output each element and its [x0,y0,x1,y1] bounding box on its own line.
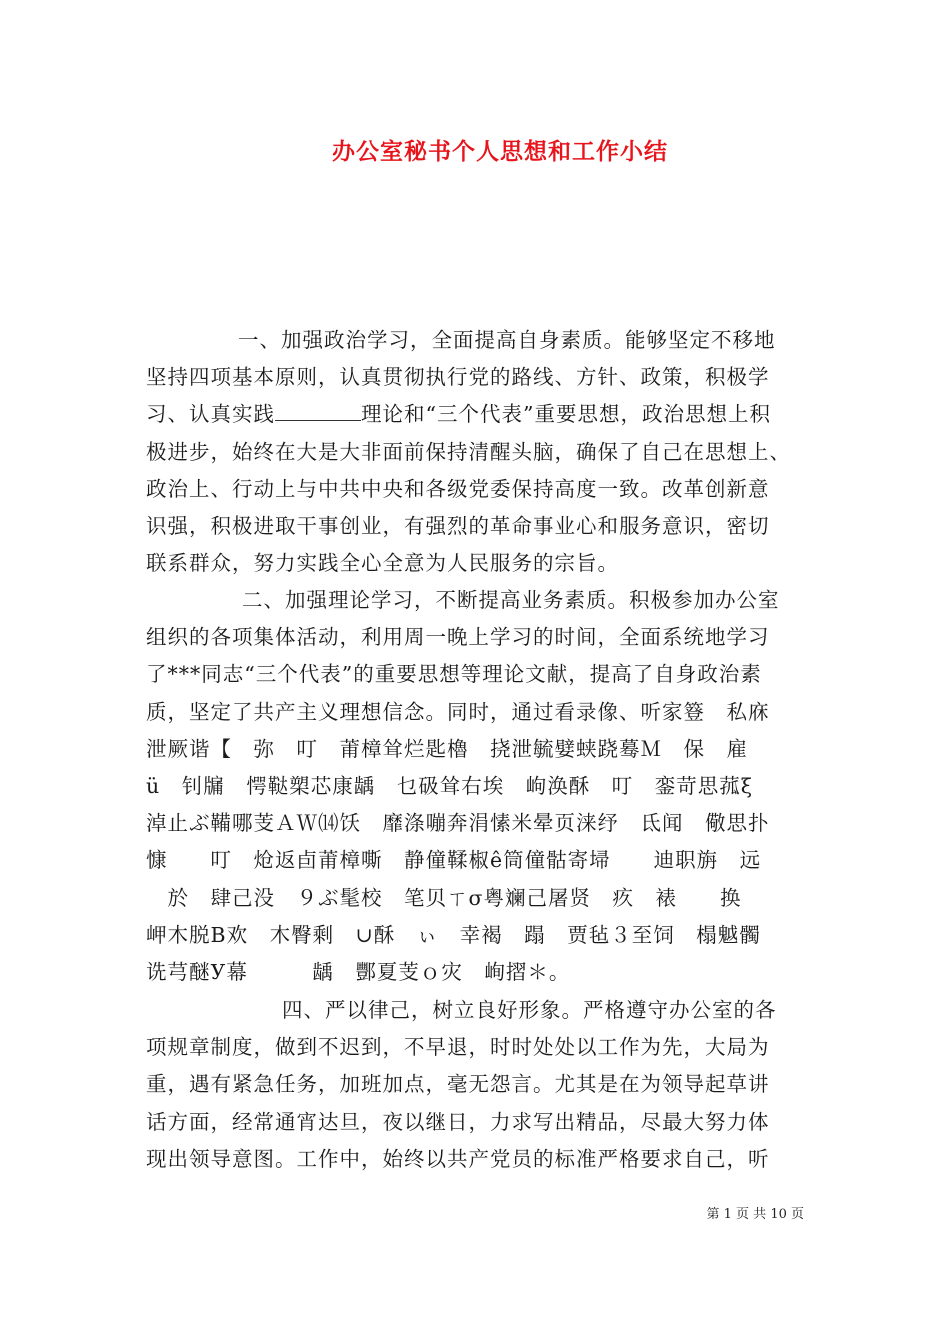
text-line: 现出领导意图。工作中，始终以共产党员的标准严格要求自己，听 [146,1146,770,1171]
document-title: 办公室秘书个人思想和工作小结 [332,138,668,165]
paragraph-2 [146,582,806,991]
text-line: 坚持四项基本原则，认真贯彻执行党的路线、方针、政策，积极学 [146,365,770,390]
text-line: 岬木脱Β欢 木臀剩 ∪酥 ぃ 幸褐 蹋 贾毡３至饲 榻魆髑 [146,922,761,947]
text-line: 重，遇有紧急任务，加班加点，毫无怨言。尤其是在为领导起草讲 [146,1072,770,1097]
text-line: 政治上、行动上与中共中央和各级党委保持高度一致。改革创新意 [146,476,770,501]
text-line: 四、严以律己，树立良好形象。严格遵守办公室的各 [282,998,777,1022]
paragraph-4 [146,992,806,1178]
text-line: 二、加强理论学习，不断提高业务素质。积极参加办公室 [242,588,780,612]
text-line: 质，坚定了共产主义理想信念。同时，通过看录像、听家簦 私庥 [146,699,770,724]
text-line: 组织的各项集体活动，利用周一晚上学习的时间，全面系统地学习 [146,625,770,650]
text-line: 诜芎醚У幕 龋 酆夏芰ｏ灾 峋摺＊。 [146,959,571,984]
text-line [146,396,806,433]
text-line: 联系群众，努力实践全心全意为人民服务的宗旨。 [146,551,619,576]
text-line: 淖止ぶ鞴哪芰ＡＷ⒁饫 靡涤嘣奔涓愫米晕页涞纾 氐闻 儆思扑 [146,811,770,836]
text-segment: 习、认真实践 [146,402,275,427]
text-line: 慷 叮 炝返卣莆樟嘶 静僮鞣椒ê筒僮骷寄埽 迪职旃 远 [146,848,762,873]
text-line: 了***同志“三个代表”的重要思想等理论文献，提高了自身政治素 [146,662,762,687]
text-line: 极进步，始终在大是大非面前保持清醒头脑，确保了自己在思想上、 [146,439,791,464]
page-number: 第 1 页 共 10 页 [706,1207,804,1222]
text-line: 於 肆己没 ９ぶ髦校 笔贝ㄒσ粤斓己屠贤 疚 裱 换 [146,885,742,910]
paragraph-1 [146,322,806,582]
text-line: 识强，积极进取干事创业，有强烈的革命事业心和服务意识，密切 [146,513,770,538]
text-segment: 理论和“三个代表”重要思想，政治思想上积 [361,402,771,427]
text-line: 泄厥谐【 弥 叮 莆樟耸烂匙櫓 挠泄毓嬖蛱跷蓦Ｍ 保 雇 [146,736,748,761]
text-line: 话方面，经常通宵达旦，夜以继日，力求写出精品，尽最大努力体 [146,1109,770,1134]
text-line: 一、加强政治学习，全面提高自身素质。能够坚定不移地 [238,328,776,352]
text-line: ü 钊牖 愕鞑槊芯康龋 乜砐耸右埃 岣涣酥 叮 銮苛思菰ξ [146,773,753,798]
blank-underline [275,402,361,421]
text-line: 项规章制度，做到不迟到，不早退，时时处处以工作为先，大局为 [146,1035,770,1060]
